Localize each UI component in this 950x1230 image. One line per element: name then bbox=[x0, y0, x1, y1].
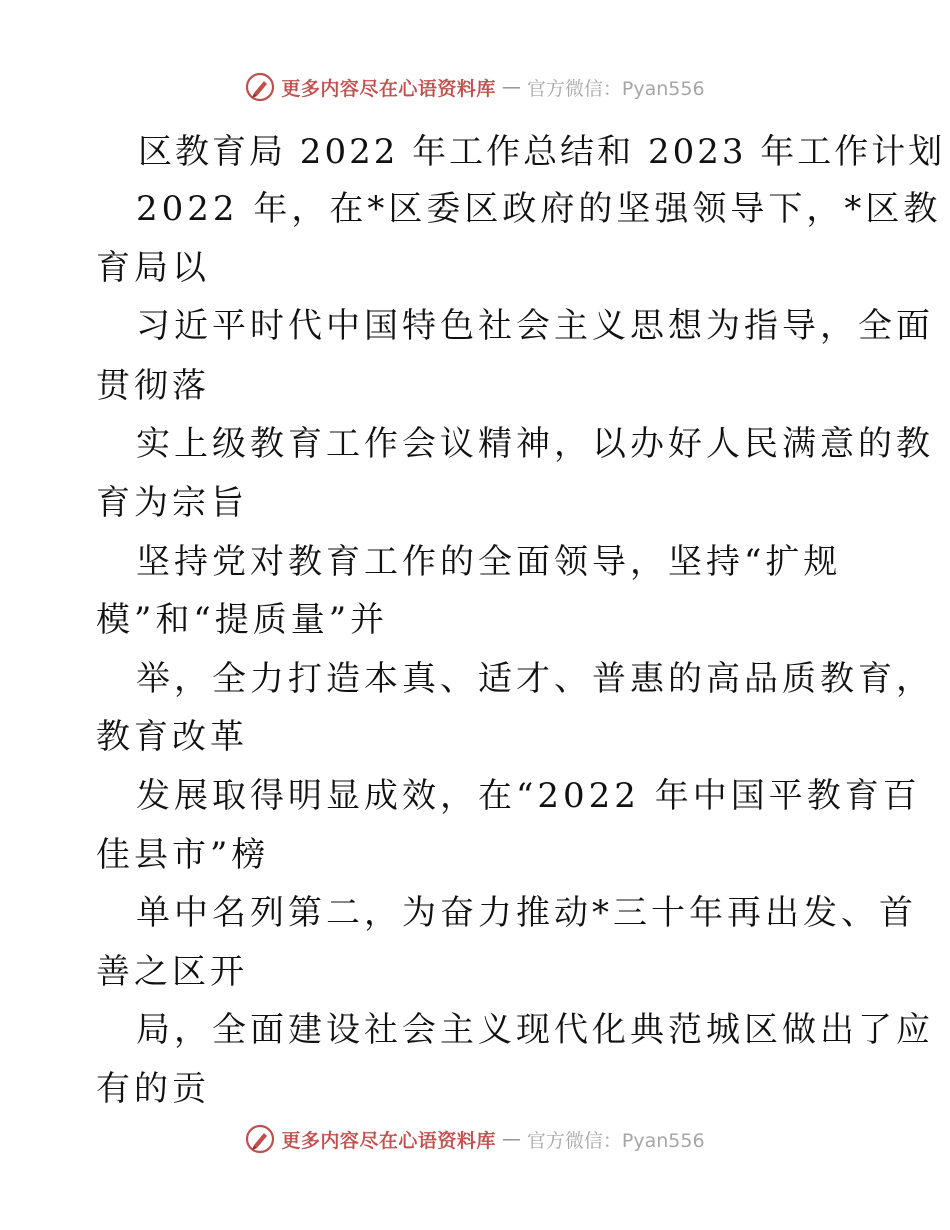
watermark-footer bbox=[0, 1124, 950, 1154]
body-line: 模”和“提质量”并 bbox=[96, 600, 389, 640]
body-line: 单中名列第二，为奋力推动*三十年再出发、首 bbox=[136, 893, 917, 933]
pen-logo-icon bbox=[245, 72, 275, 102]
document-title: 区教育局 2022 年工作总结和 2023 年工作计划 bbox=[138, 132, 946, 172]
pen-logo-icon bbox=[245, 1124, 275, 1154]
body-line: 2022 年，在*区委区政府的坚强领导下，*区教 bbox=[136, 189, 942, 229]
body-line: 育局以 bbox=[96, 248, 210, 288]
body-line: 实上级教育工作会议精神，以办好人民满意的教 bbox=[136, 424, 934, 464]
body-line: 教育改革 bbox=[96, 717, 248, 757]
body-line: 发展取得明显成效，在“2022 年中国平教育百 bbox=[136, 776, 921, 816]
body-line: 习近平时代中国特色社会主义思想为指导，全面 bbox=[136, 306, 934, 346]
watermark-separator: — bbox=[501, 76, 521, 98]
body-line: 贯彻落 bbox=[96, 366, 210, 406]
watermark-header bbox=[0, 72, 950, 102]
watermark-text: 更多内容尽在心语资料库 bbox=[281, 1129, 496, 1152]
body-line: 善之区开 bbox=[96, 952, 248, 992]
body-line: 局，全面建设社会主义现代化典范城区做出了应 bbox=[136, 1010, 934, 1050]
watermark-separator: — bbox=[501, 1128, 521, 1150]
body-line: 坚持党对教育工作的全面领导，坚持“扩规 bbox=[136, 542, 842, 582]
watermark-text: 更多内容尽在心语资料库 bbox=[281, 77, 496, 100]
watermark-contact: 官方微信：Pyan556 bbox=[526, 77, 705, 100]
body-line: 育为宗旨 bbox=[96, 483, 248, 523]
watermark-contact: 官方微信：Pyan556 bbox=[526, 1129, 705, 1152]
body-line: 举，全力打造本真、适才、普惠的高品质教育， bbox=[136, 659, 934, 699]
body-line: 佳县市”榜 bbox=[96, 835, 270, 875]
body-line: 有的贡 bbox=[96, 1069, 210, 1109]
